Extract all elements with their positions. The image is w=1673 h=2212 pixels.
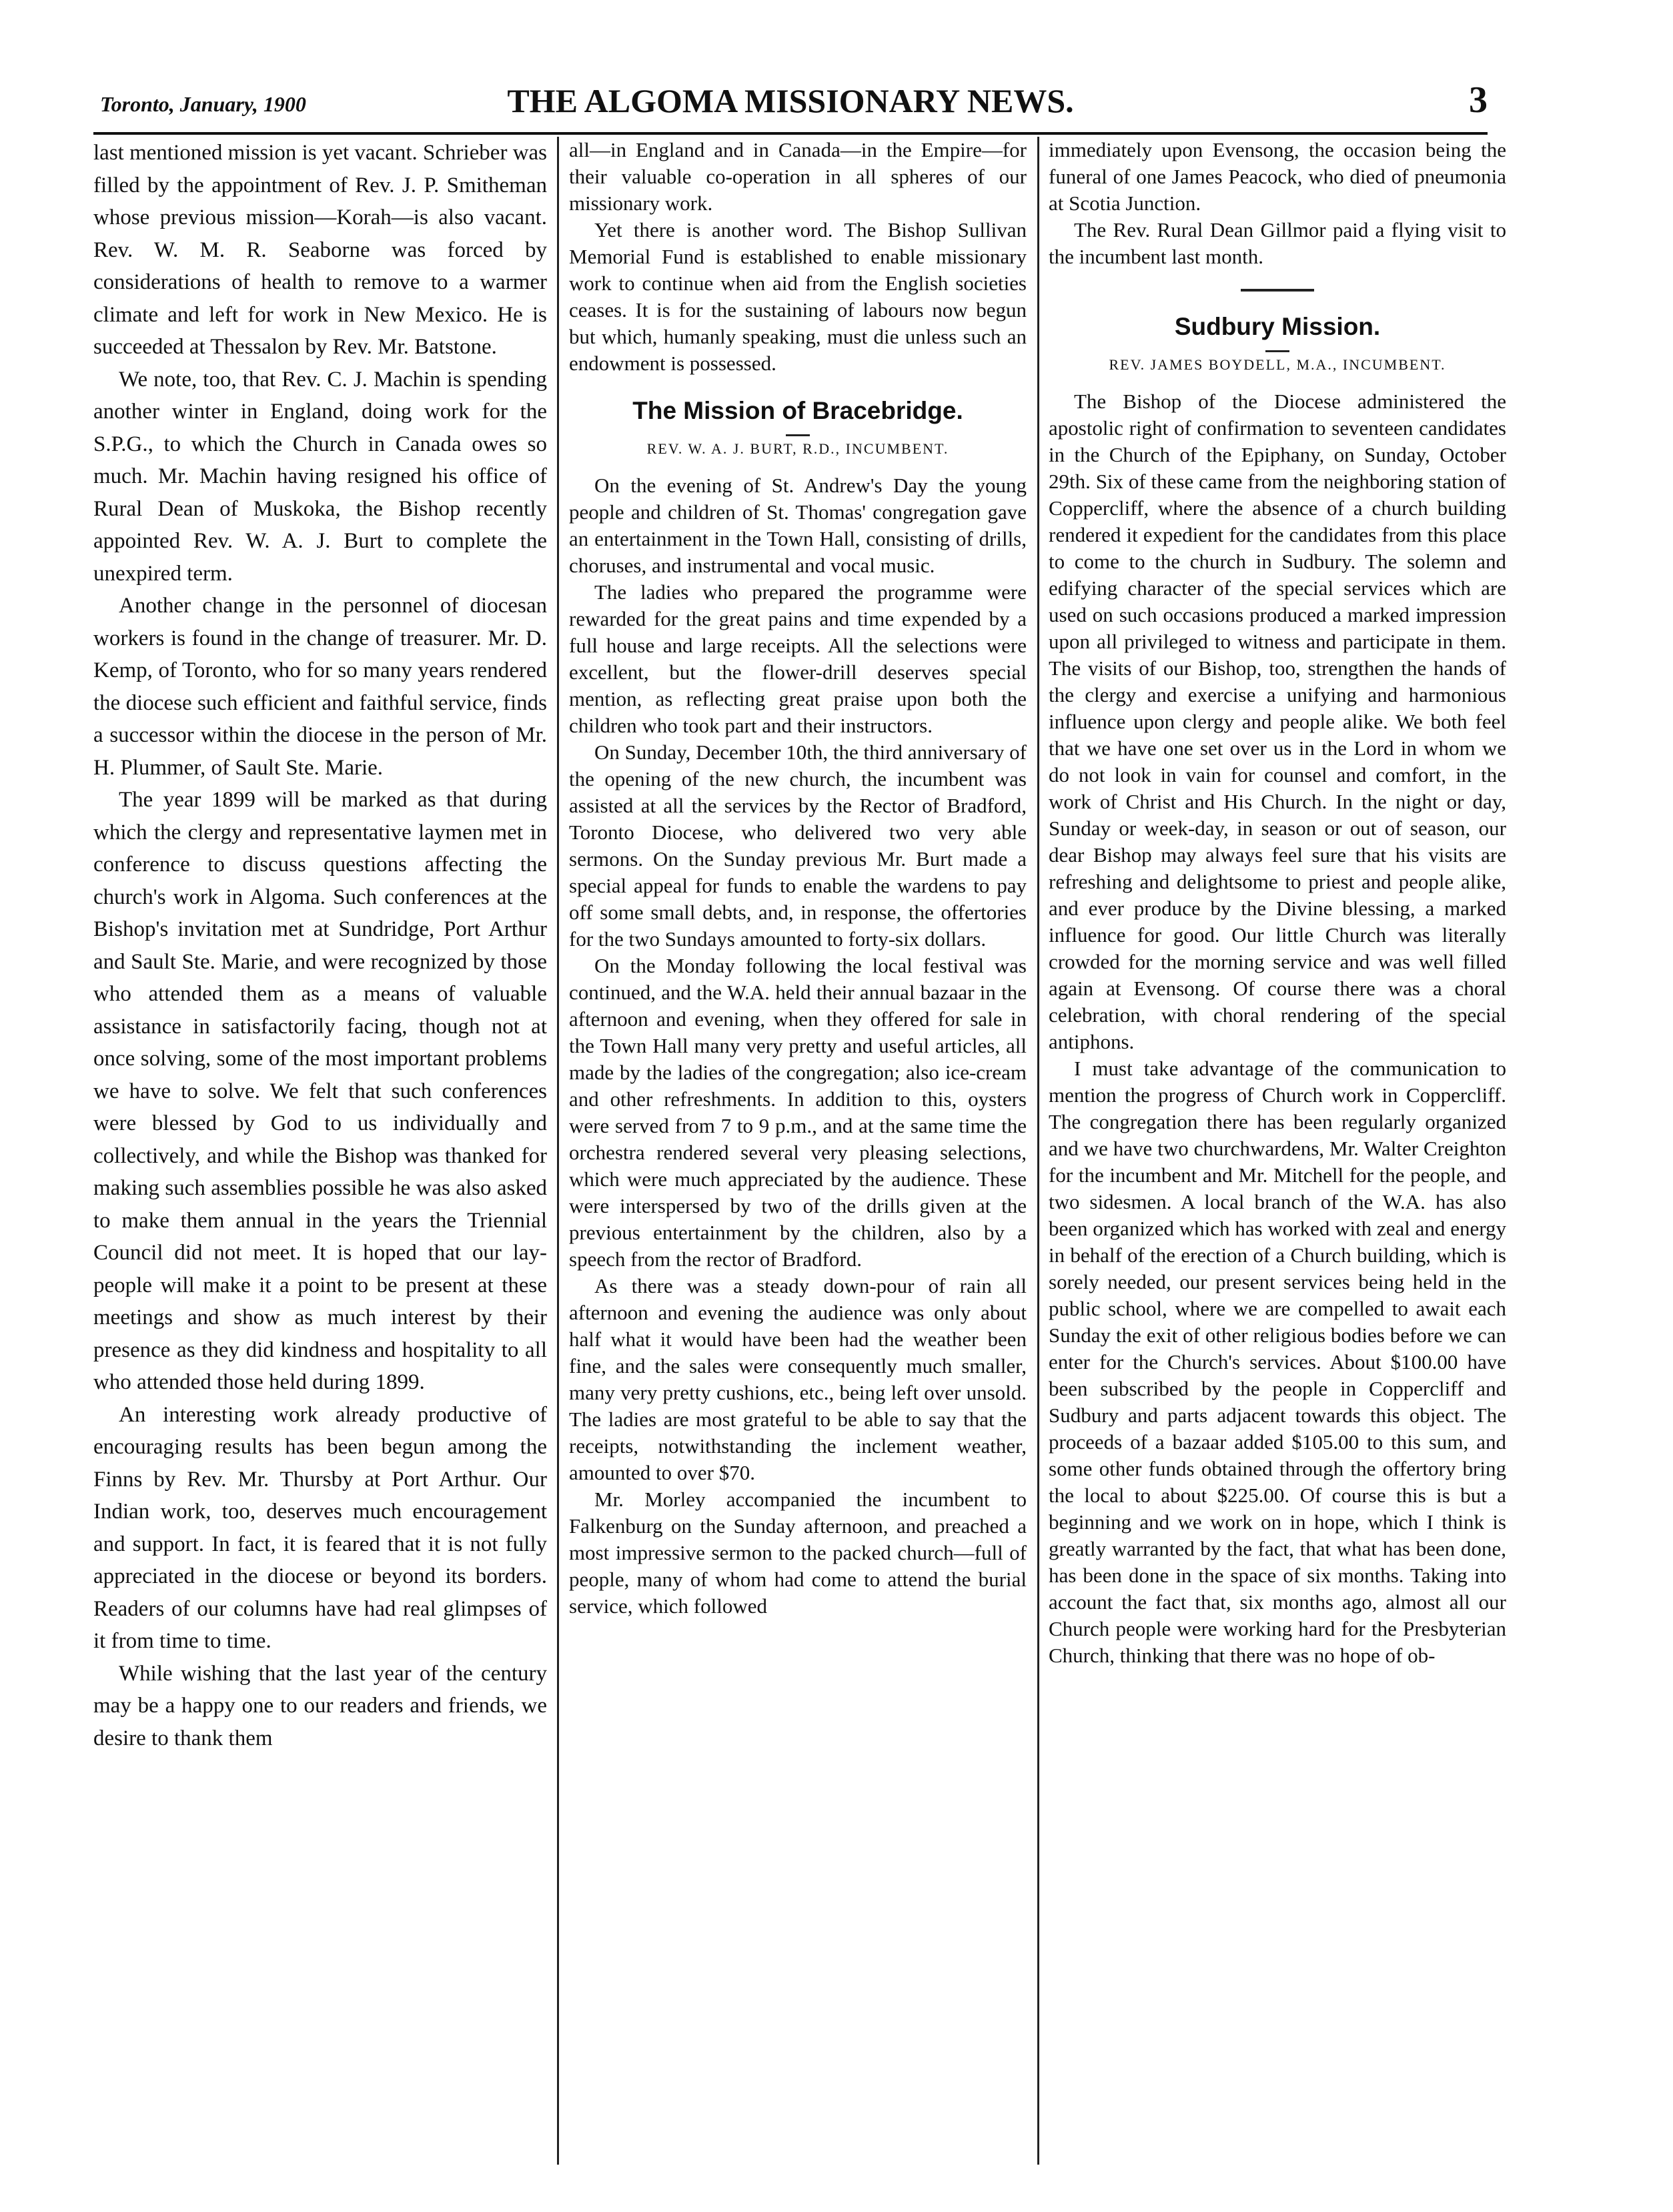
title-rule: [1265, 350, 1289, 352]
byline: REV. W. A. J. BURT, R.D., INCUMBENT.: [646, 440, 949, 457]
paragraph: The Bishop of the Diocese administered the apostolic right of confirmation to seventeen candidates in the Church of the Epiphany, on Sunday, October 29th. Six of these came from the neighboring station of Coppercliff, where the absence of a church building rendered it expedient for the candidates from this place to come to the church in Sudbury. The solemn and edifying character of the special services which are used on such occasions produced a marked impression upon all privileged to witness and participate in them. The visits of our Bishop, too, strengthen the hands of the clergy and exercise a unifying and harmonious influence upon clergy and people alike. We both feel that we have one set over us in the Lord in whom we do not look in vain for counsel and comfort, in the work of Christ and His Church. In the night or day, Sunday or week-day, in season or out of season, our dear Bishop may always feel sure that his visits are refreshing and delightsome to priest and people alike, and ever produce by the Divine blessing, a marked influence for good. Our little Church was literally crowded for the morning service and was well filled again at Evensong. Of course there was a choral celebration, with choral rendering of the special antiphons.: [1049, 390, 1506, 1053]
section-separator: [1241, 289, 1314, 292]
masthead: [93, 79, 1488, 135]
column-divider: [1037, 137, 1039, 2165]
paragraph: The Rev. Rural Dean Gillmor paid a flying visit to the incumbent last month.: [1049, 218, 1506, 268]
paragraph: immediately upon Evensong, the occasion being the funeral of one James Peacock, who died of pneumonia at Scotia Junction.: [1049, 138, 1506, 215]
section-title: The Mission of Bracebridge.: [632, 397, 963, 424]
page-number: 3: [1469, 79, 1488, 121]
column-divider: [557, 137, 559, 2165]
paragraph: We note, too, that Rev. C. J. Machin is spending another winter in England, doing work for the S.P.G., to which the Church in Canada owes so much. Mr. Machin having resigned his office of Rural Dean of Muskoka, the Bishop recently appointed Rev. W. A. J. Burt to complete the unexpired term.: [93, 367, 547, 586]
dateline: Toronto, January, 1900: [100, 92, 306, 116]
column-2: [569, 137, 1027, 2165]
paragraph: On Sunday, December 10th, the third anniversary of the opening of the new church, the incumbent was assisted at all the services by the Rector of Bradford, Toronto Diocese, who delivered two very able sermons. On the Sunday previous Mr. Burt made a special appeal for funds to enable the wardens to pay off some small debts, and, in response, the offertories for the two Sundays amounted to forty-six dollars.: [569, 740, 1027, 951]
paragraph: last mentioned mission is yet vacant. Schrieber was filled by the appointment of Rev. J. P. Smitheman whose previous mission—Korah—is also vacant. Rev. W. M. R. Seaborne was forced by considerations of health to remove to a warmer climate and left for work in New Mexico. He is succeeded at Thessalon by Rev. Mr. Batstone.: [93, 141, 547, 359]
section-title: Sudbury Mission.: [1174, 313, 1381, 340]
paragraph: While wishing that the last year of the century may be a happy one to our readers and friends, we desire to thank them: [93, 1661, 547, 1750]
paragraph: The ladies who prepared the programme were rewarded for the great pains and time expended by a full house and large receipts. All the selections were excellent, but the flower-drill deserves special mention, as reflecting great praise upon both the children who took part and their instructors.: [569, 580, 1027, 737]
byline: REV. JAMES BOYDELL, M.A., INCUMBENT.: [1109, 356, 1446, 373]
paragraph: Yet there is another word. The Bishop Sullivan Memorial Fund is established to enable missionary work to continue when aid from the English societies ceases. It is for the sustaining of labours now begun but which, humanly speaking, must die unless such an endowment is possessed.: [569, 218, 1027, 375]
paragraph: On the Monday following the local festival was continued, and the W.A. held their annual bazaar in the afternoon and evening, when they offered for sale in the Town Hall many very pretty and useful articles, all made by the ladies of the congregation; also ice-cream and other refreshments. In addition to this, oysters were served from 7 to 9 p.m., and at the same time the orchestra rendered several very pleasing selections, which were much appreciated by the audience. These were interspersed by two of the drills given at the previous entertainment by the children, also by a speech from the rector of Bradford.: [569, 954, 1027, 1271]
paragraph: I must take advantage of the communication to mention the progress of Church work in Coppercliff. The congregation there has been regularly organized and we have two churchwardens, Mr. Walter Creighton for the incumbent and Mr. Mitchell for the people, and two sidesmen. A local branch of the W.A. has also been organized which has worked with zeal and energy in behalf of the erection of a Church building, which is sorely needed, our present services being held in the public school, where we are compelled to await each Sunday the exit of other religious bodies before we can enter for the Church's services. About $100.00 have been subscribed by the people in Coppercliff and Sudbury and parts adjacent towards this object. The proceeds of a bazaar added $105.00 to this sum, and some other funds obtained through the offertory bring the local to about $225.00. Of course this is but a beginning and we work on in hope, which I think is greatly warranted by the fact, that what has been done, has been done in the space of six months. Taking into account the fact that, six months ago, almost all our Church people were working hard for the Presbyterian Church, thinking that there was no hope of ob-: [1049, 1057, 1506, 1667]
paragraph: The year 1899 will be marked as that during which the clergy and representative laymen met in conference to discuss questions affecting the church's work in Algoma. Such conferences at the Bishop's invitation met at Sundridge, Port Arthur and Sault Ste. Marie, and were recognized by those who attended them as a means of valuable assistance in satisfactorily facing, though not at once solving, some of the most important problems we have to solve. We felt that such conferences were blessed by God to us individually and collectively, and while the Bishop was thanked for making such assemblies possible he was also asked to make them annual in the years the Triennial Council did not meet. It is hoped that our lay-people will make it a point to be present at these meetings and show as much interest by their presence as they did kindness and hospitality to all who attended those held during 1899.: [93, 788, 547, 1394]
paragraph: An interesting work already productive of encouraging results has been begun among the Finns by Rev. Mr. Thursby at Port Arthur. Our Indian work, too, deserves much encouragement and support. In fact, it is feared that it is not fully appreciated in the diocese or beyond its borders. Readers of our columns have had real glimpses of it from time to time.: [93, 1402, 547, 1653]
paragraph: all—in England and in Canada—in the Empire—for their valuable co-operation in all spheres of our missionary work.: [569, 138, 1027, 215]
column-3: [1049, 137, 1506, 2165]
paragraph: As there was a steady down-pour of rain all afternoon and evening the audience was only about half what it would have been had the weather been fine, and the sales were consequently much smaller, many very pretty cushions, etc., being left over unsold. The ladies are most grateful to be able to say that the receipts, notwithstanding the inclement weather, amounted to over $70.: [569, 1274, 1027, 1484]
paragraph: Another change in the personnel of diocesan workers is found in the change of treasurer. Mr. D. Kemp, of Toronto, who for so many years rendered the diocese such efficient and faithful service, finds a successor within the diocese in the person of Mr. H. Plummer, of Sault Ste. Marie.: [93, 594, 547, 780]
paragraph: On the evening of St. Andrew's Day the young people and children of St. Thomas' congregation gave an entertainment in the Town Hall, consisting of drills, choruses, and instrumental and vocal music.: [569, 474, 1027, 577]
newspaper-title: THE ALGOMA MISSIONARY NEWS.: [507, 82, 1074, 119]
title-rule: [786, 434, 810, 436]
column-1: [93, 137, 547, 2165]
paragraph: Mr. Morley accompanied the incumbent to Falkenburg on the Sunday afternoon, and preached a most impressive sermon to the packed church—full of people, many of whom had come to attend the burial service, which followed: [569, 1488, 1027, 1618]
